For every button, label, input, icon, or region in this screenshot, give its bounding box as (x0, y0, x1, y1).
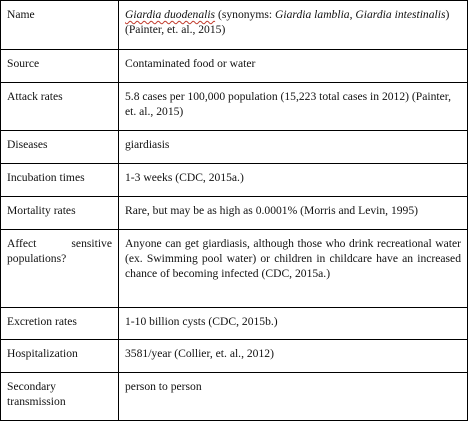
row-label-excretion: Excretion rates (1, 308, 119, 340)
row-label-incubation: Incubation times (1, 164, 119, 197)
table-row (1, 83, 468, 131)
row-label-diseases: Diseases (1, 131, 119, 164)
synonym-name: Giardia intestinalis (355, 8, 446, 21)
value-text: (synonyms: (215, 8, 275, 21)
row-value-source: Contaminated food or water (119, 50, 468, 83)
synonym-name: Giardia lamblia (274, 8, 350, 21)
row-value-sensitive-populations: Anyone can get giardiasis, although those who drink recreational water (ex. Swimming pool water) or children in childcare have an increased chance of becoming infected (CDC, 2015a.) (119, 230, 468, 308)
scientific-name: Giardia duodenalis (125, 8, 216, 21)
value-text: , (349, 8, 356, 21)
row-value-mortality: Rare, but may be as high as 0.0001% (Morris and Levin, 1995) (119, 197, 468, 230)
table-row (1, 340, 468, 373)
row-label-secondary-transmission: Secondary transmission (1, 373, 119, 421)
table-row (1, 50, 468, 83)
table-row (1, 164, 468, 197)
table-row (1, 308, 468, 340)
row-value-incubation: 1-3 weeks (CDC, 2015a.) (119, 164, 468, 197)
table-row (1, 197, 468, 230)
row-label-hospitalization: Hospitalization (1, 340, 119, 373)
row-value-name (119, 1, 468, 50)
row-value-secondary-transmission: person to person (119, 373, 468, 421)
row-value-attack-rates: 5.8 cases per 100,000 population (15,223 total cases in 2012) (Painter, et. al., 2015) (119, 83, 468, 131)
row-label-source: Source (1, 50, 119, 83)
table-row (1, 131, 468, 164)
row-value-excretion: 1-10 billion cysts (CDC, 2015b.) (119, 308, 468, 340)
row-label-mortality: Mortality rates (1, 197, 119, 230)
row-label-name: Name (1, 1, 119, 50)
table-row (1, 373, 468, 421)
row-value-hospitalization: 3581/year (Collier, et. al., 2012) (119, 340, 468, 373)
row-label-attack-rates: Attack rates (1, 83, 119, 131)
citation-text: ) (Painter, et. al., 2015) (125, 8, 450, 37)
table-row (1, 230, 468, 308)
row-value-diseases: giardiasis (119, 131, 468, 164)
table-row (1, 1, 468, 50)
row-label-sensitive-populations: Affect sensitive populations? (1, 230, 119, 308)
